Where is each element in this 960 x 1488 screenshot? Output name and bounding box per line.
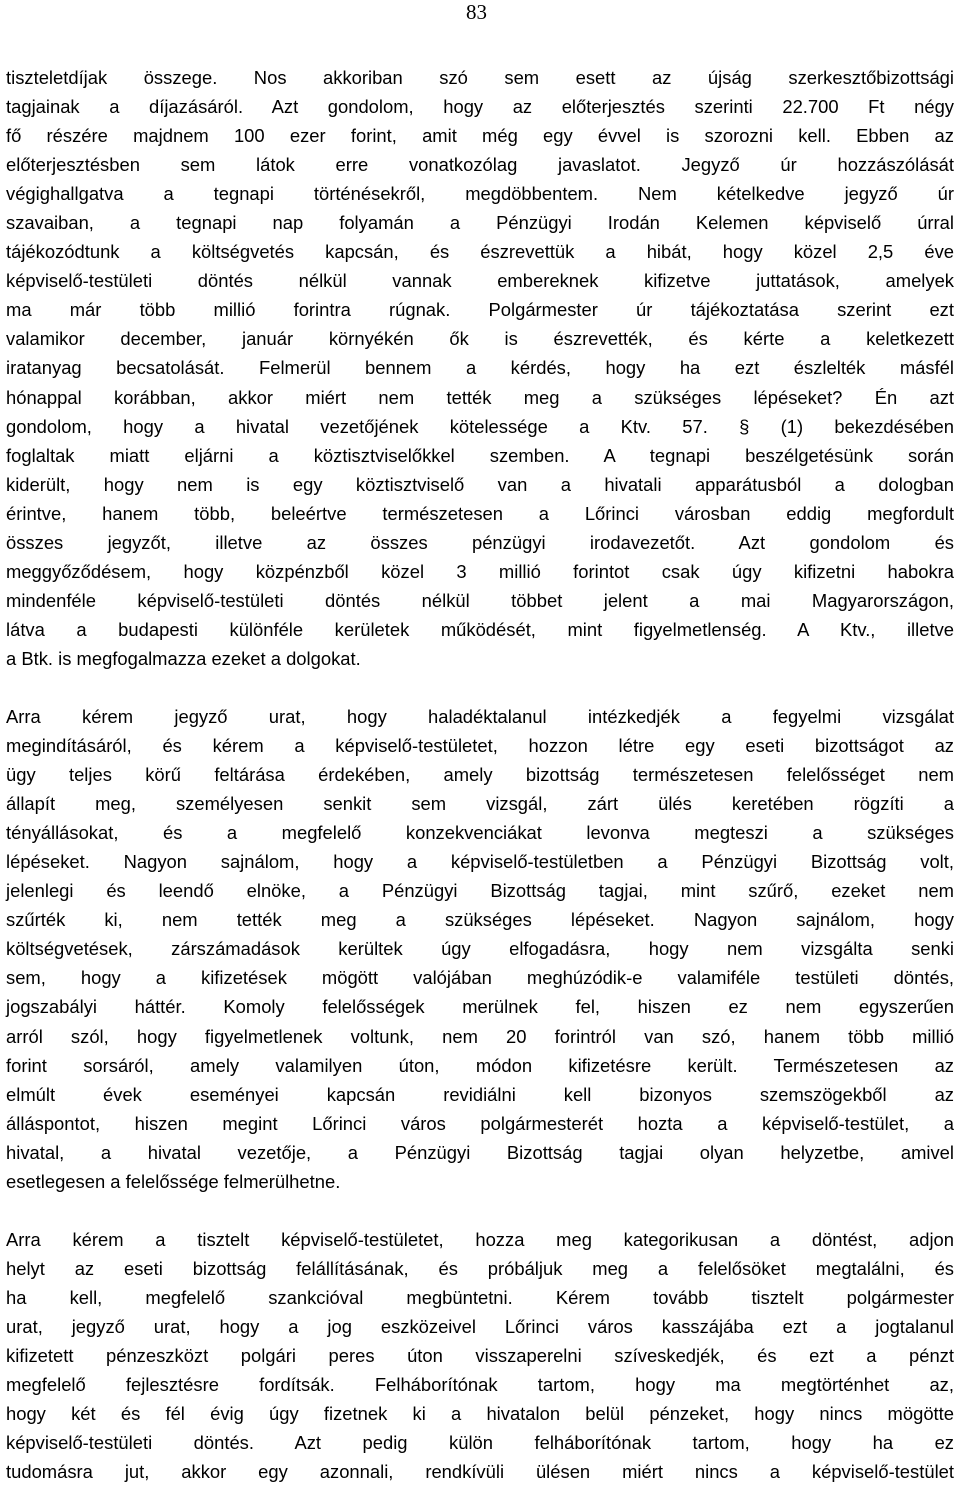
text-line: tiszteletdíjak összege. Nos akkoriban szó sem esett az újság szerkesztőbizottsági (6, 67, 954, 88)
text-line: foglaltak miatt eljárni a köztisztviselőkkel szemben. A tegnapi beszélgetésünk során (6, 444, 954, 466)
text-line: látva a budapesti különféle kerületek működését, mint figyelmetlenség. A Ktv., illetve (6, 618, 954, 640)
text-line: összes jegyzőt, illetve az összes pénzügyi irodavezetőt. Azt gondolom és (6, 531, 954, 553)
text-line: költségvetések, zárszámadások kerültek úgy elfogadásra, hogy nem vizsgálta senki (6, 938, 954, 960)
page-number: 83 (466, 0, 487, 24)
text-line: forint sorsáról, amely valamilyen úton, módon kifizetésre került. Természetesen az (6, 1054, 954, 1076)
text-line: ma már több millió forintra rúgnak. Polgármester úr tájékoztatása szerint ezt (6, 299, 954, 321)
text-line: állapít meg, személyesen senkit sem vizsgál, zárt ülés keretében rögzíti a (6, 793, 954, 815)
text-line: kifizetett pénzeszközt polgári peres úton visszaperelni szíveskedjék, és ezt a pénzt (6, 1344, 954, 1366)
text-line: hónappal korábban, akkor miért nem tették meg a szükséges lépéseket? Én azt (6, 386, 954, 408)
text-line: valamikor december, január környékén ők is észrevették, és kérte a keletkezett (6, 328, 954, 350)
document-body (6, 63, 954, 1486)
text-line: jogszabályi háttér. Komoly felelősségek merülnek fel, hiszen ez nem egyszerűen (6, 996, 954, 1018)
text-line: megindításáról, és kérem a képviselő-testületet, hozzon létre egy eseti bizottságot az (6, 735, 954, 757)
text-line: kiderült, hogy nem is egy köztisztviselő van a hivatali apparátusból a dologban (6, 473, 954, 495)
text-line: iratanyag becsatolását. Felmerül bennem a kérdés, hogy ha ezt észlelték másfél (6, 357, 954, 379)
text-line: szavaiban, a tegnapi nap folyamán a Pénzügyi Irodán Kelemen képviselő úrral (6, 212, 954, 234)
text-line: lépéseket. Nagyon sajnálom, hogy a képviselő-testületben a Pénzügyi Bizottság volt, (6, 851, 954, 873)
text-line: tényállásokat, és a megfelelő konzekvenciákat levonva megteszi a szükséges (6, 822, 954, 844)
text-line: végighallgatva a tegnapi történésekről, megdöbbentem. Nem kételkedve jegyző úr (6, 183, 954, 205)
paragraph-2 (6, 702, 954, 1196)
paragraph-gap (6, 1196, 954, 1225)
paragraph-3 (6, 1225, 954, 1486)
text-line: képviselő-testületi döntés nélkül vannak embereknek kifizetve juttatások, amelyek (6, 270, 954, 292)
text-line: elmúlt évek eseményei kapcsán revidiálni kell bizonyos szemszögekből az (6, 1083, 954, 1105)
text-line: esetlegesen a felelőssége felmerülhetne. (6, 1170, 341, 1192)
text-line: arról szól, hogy figyelmetlenek voltunk, nem 20 forintról van szó, hanem több millió (6, 1025, 954, 1047)
text-line: érintve, hanem több, beleértve természetesen a Lőrinci városban eddig megfordult (6, 502, 954, 524)
text-line: álláspontot, hiszen megint Lőrinci város polgármesterét hozta a képviselő-testület, a (6, 1112, 954, 1134)
text-line: tudomásra jut, akkor egy azonnali, rendkívüli ülésen miért nincs a képviselő-testület (6, 1461, 954, 1483)
paragraph-gap (6, 673, 954, 702)
text-line: a Btk. is megfogalmazza ezeket a dolgokat. (6, 647, 361, 669)
text-line: képviselő-testületi döntés. Azt pedig külön felháborítónak tartom, hogy ha ez (6, 1432, 954, 1454)
text-line: hivatal, a hivatal vezetője, a Pénzügyi Bizottság tagjai olyan helyzetbe, amivel (6, 1141, 954, 1163)
text-line: urat, jegyző urat, hogy a jog eszközeivel Lőrinci város kasszájába ezt a jogtalanul (6, 1315, 954, 1337)
text-line: ügy teljes körű feltárása érdekében, amely bizottság természetesen felelősséget nem (6, 764, 954, 786)
text-line: fő részére majdnem 100 ezer forint, amit még egy évvel is szorozni kell. Ebben az (6, 125, 954, 147)
paragraph-1 (6, 63, 954, 673)
text-line: helyt az eseti bizottság felállításának, és próbáljuk meg a felelősöket megtalálni, és (6, 1257, 954, 1279)
text-line: gondolom, hogy a hivatal vezetőjének kötelessége a Ktv. 57. § (1) bekezdésében (6, 415, 954, 437)
text-line: mindenféle képviselő-testületi döntés nélkül többet jelent a mai Magyarországon, (6, 589, 954, 611)
text-line: hogy két és fél évig úgy fizetnek ki a hivatalon belül pénzeket, hogy nincs mögötte (6, 1403, 954, 1425)
text-line: jelenlegi és leendő elnöke, a Pénzügyi Bizottság tagjai, mint szűrő, ezeket nem (6, 880, 954, 902)
text-line: tájékozódtunk a költségvetés kapcsán, és észrevettük a hibát, hogy közel 2,5 éve (6, 241, 954, 263)
text-line: sem, hogy a kifizetések mögött valójában meghúzódik-e valamiféle testületi döntés, (6, 967, 954, 989)
text-line: megfelelő fejlesztésre fordítsák. Felháborítónak tartom, hogy ma megtörténhet az, (6, 1374, 954, 1396)
text-line: ha kell, megfelelő szankcióval megbüntetni. Kérem tovább tisztelt polgármester (6, 1286, 954, 1308)
text-line: Arra kérem jegyző urat, hogy haladéktalanul intézkedjék a fegyelmi vizsgálat (6, 705, 954, 727)
text-line: előterjesztésben sem látok erre vonatkozólag javaslatot. Jegyző úr hozzászólását (6, 154, 954, 176)
text-line: szűrték ki, nem tették meg a szükséges lépéseket. Nagyon sajnálom, hogy (6, 909, 954, 931)
text-line: tagjainak a díjazásáról. Azt gondolom, hogy az előterjesztés szerinti 22.700 Ft négy (6, 96, 954, 118)
text-line: meggyőződésem, hogy közpénzből közel 3 millió forintot csak úgy kifizetni habokra (6, 560, 954, 582)
text-line: Arra kérem a tisztelt képviselő-testületet, hozza meg kategorikusan a döntést, adjon (6, 1228, 954, 1250)
